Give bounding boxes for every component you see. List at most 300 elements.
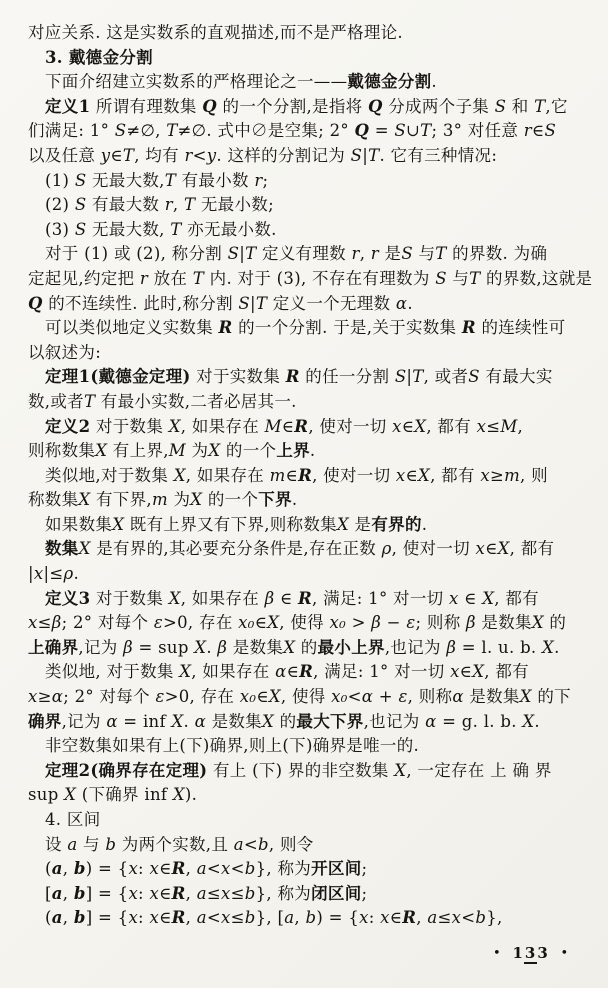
math-var: T (164, 170, 177, 190)
math-var: ρ (63, 564, 74, 584)
math-var: b (73, 859, 86, 879)
text-segment: , 使得 (280, 687, 332, 707)
math-var: T (166, 121, 178, 141)
text-segment: ∈ (110, 145, 123, 165)
text-line (28, 562, 586, 587)
text-segment: 无最小数; (195, 195, 274, 215)
math-var: r (139, 268, 149, 288)
math-var: b (244, 883, 256, 903)
text-segment: 既有上界又有下界,则称数集 (124, 514, 337, 534)
text-segment: < (192, 145, 207, 165)
text-line (28, 144, 586, 169)
text-segment: , (517, 416, 524, 436)
text-segment: sup (28, 785, 65, 805)
text-segment: ) = { (85, 859, 129, 879)
math-var: a (427, 908, 438, 928)
text-segment: = sup (132, 637, 195, 657)
text-line (28, 267, 593, 292)
text-segment: . (421, 514, 428, 534)
text-line (28, 439, 586, 464)
text-segment: : (138, 883, 150, 903)
math-var: S (468, 367, 480, 387)
math-var: X (531, 613, 544, 633)
math-var: S (401, 244, 413, 264)
text-segment: , (359, 244, 371, 264)
math-var: a (51, 883, 63, 903)
math-var: r (370, 244, 379, 264)
math-var: T (122, 145, 135, 165)
text-line (28, 537, 586, 562)
text-segment: |≤ (43, 564, 64, 584)
text-line (28, 390, 586, 415)
math-var: a (284, 908, 295, 928)
math-var: X (78, 539, 91, 559)
math-var: T (83, 391, 96, 411)
math-var: x (476, 416, 487, 436)
text-segment: , 或者 (423, 367, 469, 387)
text-segment: < (230, 859, 245, 879)
text-segment: 的 (543, 613, 567, 633)
math-var: S (394, 121, 407, 141)
text-line (28, 415, 586, 440)
text-segment: ≤ (230, 908, 245, 928)
text-segment: 以叙述为: (28, 342, 102, 362)
math-var: x (450, 662, 460, 682)
text-segment: 对于 (1) 或 (2), 称分割 (45, 244, 228, 264)
math-var: Q (368, 96, 383, 116)
text-segment: 的 (295, 637, 318, 657)
math-var: S (114, 121, 127, 141)
text-segment: 的不连续性. 此时,称分割 (42, 293, 239, 313)
math-var: x (448, 588, 459, 608)
math-var: b (257, 834, 269, 854)
text-segment: ,也记为 (363, 711, 426, 731)
text-segment: (1) (45, 170, 75, 190)
math-var: S (494, 96, 507, 116)
math-var: S (394, 367, 407, 387)
math-var: T (534, 96, 546, 116)
text-segment: 是 (349, 514, 372, 534)
text-segment: , (294, 908, 306, 928)
text-segment: 定理1(戴德金定理) (45, 367, 191, 387)
text-segment: − (381, 613, 407, 633)
math-var: X (95, 441, 108, 461)
text-segment: ; (361, 883, 368, 903)
text-segment: 定理2(确界存在定理) (45, 760, 208, 780)
text-segment: 最小上界 (317, 637, 385, 657)
math-var: X (336, 514, 349, 534)
math-var: r (523, 121, 532, 141)
text-segment: . (431, 72, 437, 92)
text-segment: , (62, 908, 74, 928)
text-segment: 以及任意 (28, 145, 101, 165)
math-var: ε (153, 613, 163, 633)
math-var: X (179, 662, 192, 682)
text-line (28, 660, 586, 685)
text-line (28, 119, 586, 144)
text-line (28, 242, 586, 267)
math-var: α (106, 711, 118, 731)
text-segment: }, (486, 908, 503, 928)
text-segment: , 如果存在 (185, 465, 270, 485)
math-var: a (196, 908, 207, 928)
text-segment: 下界 (258, 490, 292, 510)
math-var: S (227, 244, 240, 264)
text-segment: >0, 存在 (163, 613, 239, 633)
math-var: α (194, 711, 207, 731)
text-segment: 可以类似地定义实数集 (45, 318, 219, 338)
math-var: X (542, 637, 555, 657)
math-var: a (196, 883, 207, 903)
text-segment: = g. l. b. (436, 711, 523, 731)
math-var: β (217, 637, 228, 657)
math-var: Q (202, 96, 217, 116)
math-var: M (168, 441, 186, 461)
text-line (28, 46, 586, 71)
math-var: x (33, 564, 44, 584)
math-var: β (371, 613, 382, 633)
text-segment: , 都有 (484, 662, 529, 682)
math-var: X (418, 465, 431, 485)
math-var: x (149, 908, 160, 928)
text-segment: , 则称 (407, 687, 453, 707)
text-segment: , 均有 (134, 145, 185, 165)
text-segment: 上界 (276, 441, 310, 461)
text-segment: ). (184, 785, 198, 805)
math-var: X (519, 687, 532, 707)
math-var: R (461, 318, 476, 338)
text-segment: , (185, 859, 197, 879)
text-segment: 定义3 (45, 588, 91, 608)
text-segment: < (347, 687, 362, 707)
math-var: X (394, 760, 407, 780)
math-var: x (475, 539, 486, 559)
text-segment: . 这样的分割记为 (216, 145, 351, 165)
text-segment: 的 (274, 711, 297, 731)
text-line (28, 193, 586, 218)
text-line (28, 857, 586, 882)
text-line (28, 734, 586, 759)
text-segment: [ (45, 883, 52, 903)
text-segment: ∈ (389, 908, 403, 928)
math-var: x (149, 883, 160, 903)
text-segment: ( (45, 908, 52, 928)
text-segment: (2) (45, 195, 75, 215)
math-var: T (469, 268, 481, 288)
math-var: R (171, 883, 186, 903)
text-segment: ∈ (274, 588, 299, 608)
math-var: X (283, 637, 296, 657)
text-segment: = (369, 121, 395, 141)
text-line (28, 341, 586, 366)
text-line (28, 21, 586, 46)
text-segment: ≤ (437, 908, 452, 928)
text-segment: 与 (446, 268, 470, 288)
math-var: S (544, 121, 557, 141)
text-segment: }, [ (255, 908, 285, 928)
text-segment: 称数集 (28, 490, 79, 510)
math-var: T (255, 293, 268, 313)
math-var: X (522, 711, 535, 731)
math-var: R (218, 318, 233, 338)
math-var: x (128, 859, 139, 879)
math-var: y (100, 145, 111, 165)
math-var: y (206, 145, 217, 165)
text-line (28, 759, 586, 784)
math-var: M (500, 416, 518, 436)
math-var: X (482, 588, 495, 608)
math-var: S (238, 293, 251, 313)
text-segment: 戴德金分割 (347, 72, 432, 92)
text-segment: 的下 (531, 687, 571, 707)
text-segment: , 如果存在 (191, 662, 276, 682)
text-segment: ∪ (406, 121, 421, 141)
text-segment: 有最大实 (479, 367, 553, 387)
text-segment: , 都有 (494, 588, 539, 608)
text-line (28, 808, 586, 833)
text-segment: < (461, 908, 476, 928)
text-segment: 3. 戴德金分割 (45, 47, 153, 67)
math-var: X (112, 514, 125, 534)
math-var: X (64, 785, 77, 805)
text-segment: < (243, 834, 258, 854)
text-line (28, 906, 586, 931)
math-var: X (194, 637, 207, 657)
text-segment: , (185, 908, 197, 928)
math-var: R (171, 908, 186, 928)
text-line (28, 365, 586, 390)
text-segment: 有上界, (107, 441, 169, 461)
text-segment: , 使对一切 (391, 539, 476, 559)
text-segment: ∈ (256, 687, 269, 707)
text-segment: 对于实数集 (190, 367, 286, 387)
text-segment: 最大下界 (296, 711, 364, 731)
text-segment: , 使对一切 (308, 416, 393, 436)
text-segment: : (138, 908, 150, 928)
math-var: X (190, 490, 203, 510)
text-segment: 上确界 (28, 637, 79, 657)
math-var: Q (28, 293, 43, 313)
math-var: b (244, 859, 256, 879)
text-segment: }, 称为 (255, 883, 312, 903)
text-segment: ; 则称 (415, 613, 467, 633)
math-var: x (220, 883, 231, 903)
text-segment: ] = { (85, 883, 129, 903)
text-segment: ∈ (285, 465, 299, 485)
text-segment: > (346, 613, 372, 633)
math-var: S (435, 268, 447, 288)
math-var: ε (155, 687, 165, 707)
math-var: T (192, 268, 205, 288)
text-segment: , 满足: 1° 对一切 (313, 662, 451, 682)
text-segment: 为两个实数,且 (116, 834, 234, 854)
text-segment: ) = { (316, 908, 360, 928)
text-segment: >0, 存在 (164, 687, 240, 707)
text-segment: < (206, 859, 221, 879)
text-line (28, 95, 586, 120)
text-segment: 确界 (28, 711, 62, 731)
footer-page-number: 133 (512, 944, 550, 962)
text-segment: , 都有 (426, 416, 477, 436)
math-var: X (172, 785, 185, 805)
text-segment: 们满足: 1° (28, 121, 115, 141)
math-var: x (380, 908, 390, 928)
text-segment: ≤ (230, 883, 245, 903)
math-var: α (51, 687, 64, 707)
text-segment: ,它 (545, 96, 568, 116)
math-var: m (504, 465, 521, 485)
text-segment: ; 2° 对每个 (61, 613, 154, 633)
math-var: ε (398, 687, 408, 707)
text-segment: | (362, 145, 369, 165)
math-var: x (128, 908, 139, 928)
text-segment: . 它有三种情况: (379, 145, 498, 165)
math-var: S (74, 219, 87, 239)
text-segment: , (416, 908, 428, 928)
math-var: r (254, 170, 263, 190)
text-segment: (下确界 inf (76, 785, 173, 805)
text-segment: | (250, 293, 256, 313)
math-var: β (264, 588, 275, 608)
math-var: r (164, 195, 173, 215)
math-var: X (267, 613, 280, 633)
text-segment: ≥ (37, 687, 52, 707)
text-segment: 对于数集 (90, 416, 169, 436)
text-segment: , 都有 (509, 539, 555, 559)
text-segment: ∈ (159, 859, 172, 879)
text-segment: 有最小实数,二者必居其一. (95, 391, 297, 411)
math-var: X (78, 490, 91, 510)
text-segment: 与 (77, 834, 106, 854)
text-segment: , (62, 859, 74, 879)
text-segment: 的界数,这就是 (480, 268, 593, 288)
math-var: R (294, 416, 309, 436)
text-line (28, 636, 586, 661)
text-segment: < (206, 908, 221, 928)
math-var: m (151, 490, 168, 510)
math-var: a (51, 859, 63, 879)
text-segment: , (185, 883, 197, 903)
math-var: α (452, 687, 464, 707)
text-segment: 的一个 (202, 490, 259, 510)
text-segment: = l. u. b. (456, 637, 543, 657)
text-segment: 定义1 (45, 96, 91, 116)
text-segment: 是数集 (475, 613, 532, 633)
text-segment: , 使得 (279, 613, 330, 633)
text-segment: ≠∅, (126, 121, 167, 141)
math-var: b (244, 908, 256, 928)
math-var: r (351, 244, 360, 264)
text-line (28, 882, 586, 907)
math-var: a (196, 859, 207, 879)
math-var: α (275, 662, 287, 682)
math-var: T (245, 244, 257, 264)
math-var: x (451, 908, 462, 928)
text-line (28, 587, 586, 612)
text-line (28, 316, 586, 341)
text-segment: 所谓有理数集 (90, 96, 203, 116)
text-segment: , (62, 883, 74, 903)
math-var: X (261, 711, 275, 731)
math-var: α (361, 687, 374, 707)
text-segment: 的一个分割,是指将 (216, 96, 369, 116)
text-segment: . (206, 637, 218, 657)
text-segment: 是有界的,其必要充分条件是,存在正数 (90, 539, 382, 559)
page-number (488, 944, 574, 962)
text-line (28, 710, 586, 735)
text-segment: , 如果存在 (180, 588, 265, 608)
text-segment: 是数集 (206, 711, 262, 731)
math-var: β (446, 637, 457, 657)
text-segment: ∈ (254, 613, 268, 633)
text-segment: ∈ (458, 588, 483, 608)
text-segment: (3) (45, 219, 75, 239)
text-segment: 下面介绍建立实数系的严格理论之一—— (45, 72, 348, 92)
math-var: T (412, 367, 424, 387)
text-segment: 是数集 (463, 687, 520, 707)
text-segment: 为 (167, 490, 191, 510)
text-segment: . (534, 711, 540, 731)
text-segment: 对应关系. 这是实数系的直观描述,而不是严格理论. (28, 23, 403, 42)
math-var: ρ (381, 539, 392, 559)
document-lines (28, 21, 593, 931)
math-var: a (233, 834, 244, 854)
text-segment: ; (262, 170, 269, 190)
math-var: β (51, 613, 62, 633)
text-segment: , 都有 (430, 465, 481, 485)
text-segment: ; 3° 对任意 (431, 121, 524, 141)
text-segment: | (406, 367, 413, 387)
math-var: X (208, 441, 221, 461)
text-segment: ,记为 (78, 637, 124, 657)
text-segment: ≥ (489, 465, 505, 485)
math-var: S (350, 145, 363, 165)
text-segment: 有界的 (371, 514, 422, 534)
math-var: b (305, 908, 317, 928)
text-segment: , 一定存在 上 确 界 (406, 760, 552, 780)
math-var: R (298, 465, 313, 485)
text-segment: 定起见,约定把 (28, 268, 140, 288)
math-var: x (128, 883, 139, 903)
text-segment: 对于数集 (90, 588, 169, 608)
text-segment: 4. 区间 (45, 810, 101, 829)
text-segment: ∈ (286, 662, 300, 682)
text-segment: }, 称为 (255, 859, 312, 879)
text-segment: 闭区间 (311, 883, 362, 903)
text-segment: 类似地, 对于数集 (45, 662, 180, 682)
text-segment: . (309, 441, 316, 461)
text-segment: 的一个 (220, 441, 277, 461)
math-var: x (149, 859, 160, 879)
text-line (28, 783, 586, 808)
math-var: b (73, 883, 86, 903)
math-var: x (359, 908, 369, 928)
text-line (28, 488, 586, 513)
math-var: b (475, 908, 487, 928)
text-segment: 数集 (45, 539, 79, 559)
text-segment: : (368, 908, 381, 928)
text-segment: 的一个分割. 于是,关于实数集 (232, 318, 462, 338)
text-segment: ; 2° 对每个 (63, 687, 156, 707)
text-segment: 有上 (下) 界的非空数集 (207, 760, 395, 780)
math-var: R (298, 588, 313, 608)
text-line (28, 833, 586, 858)
text-segment: = inf (117, 711, 172, 731)
text-segment: 则称数集 (28, 441, 96, 461)
math-var: T (170, 219, 182, 239)
text-segment: ∈ (401, 416, 415, 436)
math-var: x₀ (238, 613, 255, 633)
